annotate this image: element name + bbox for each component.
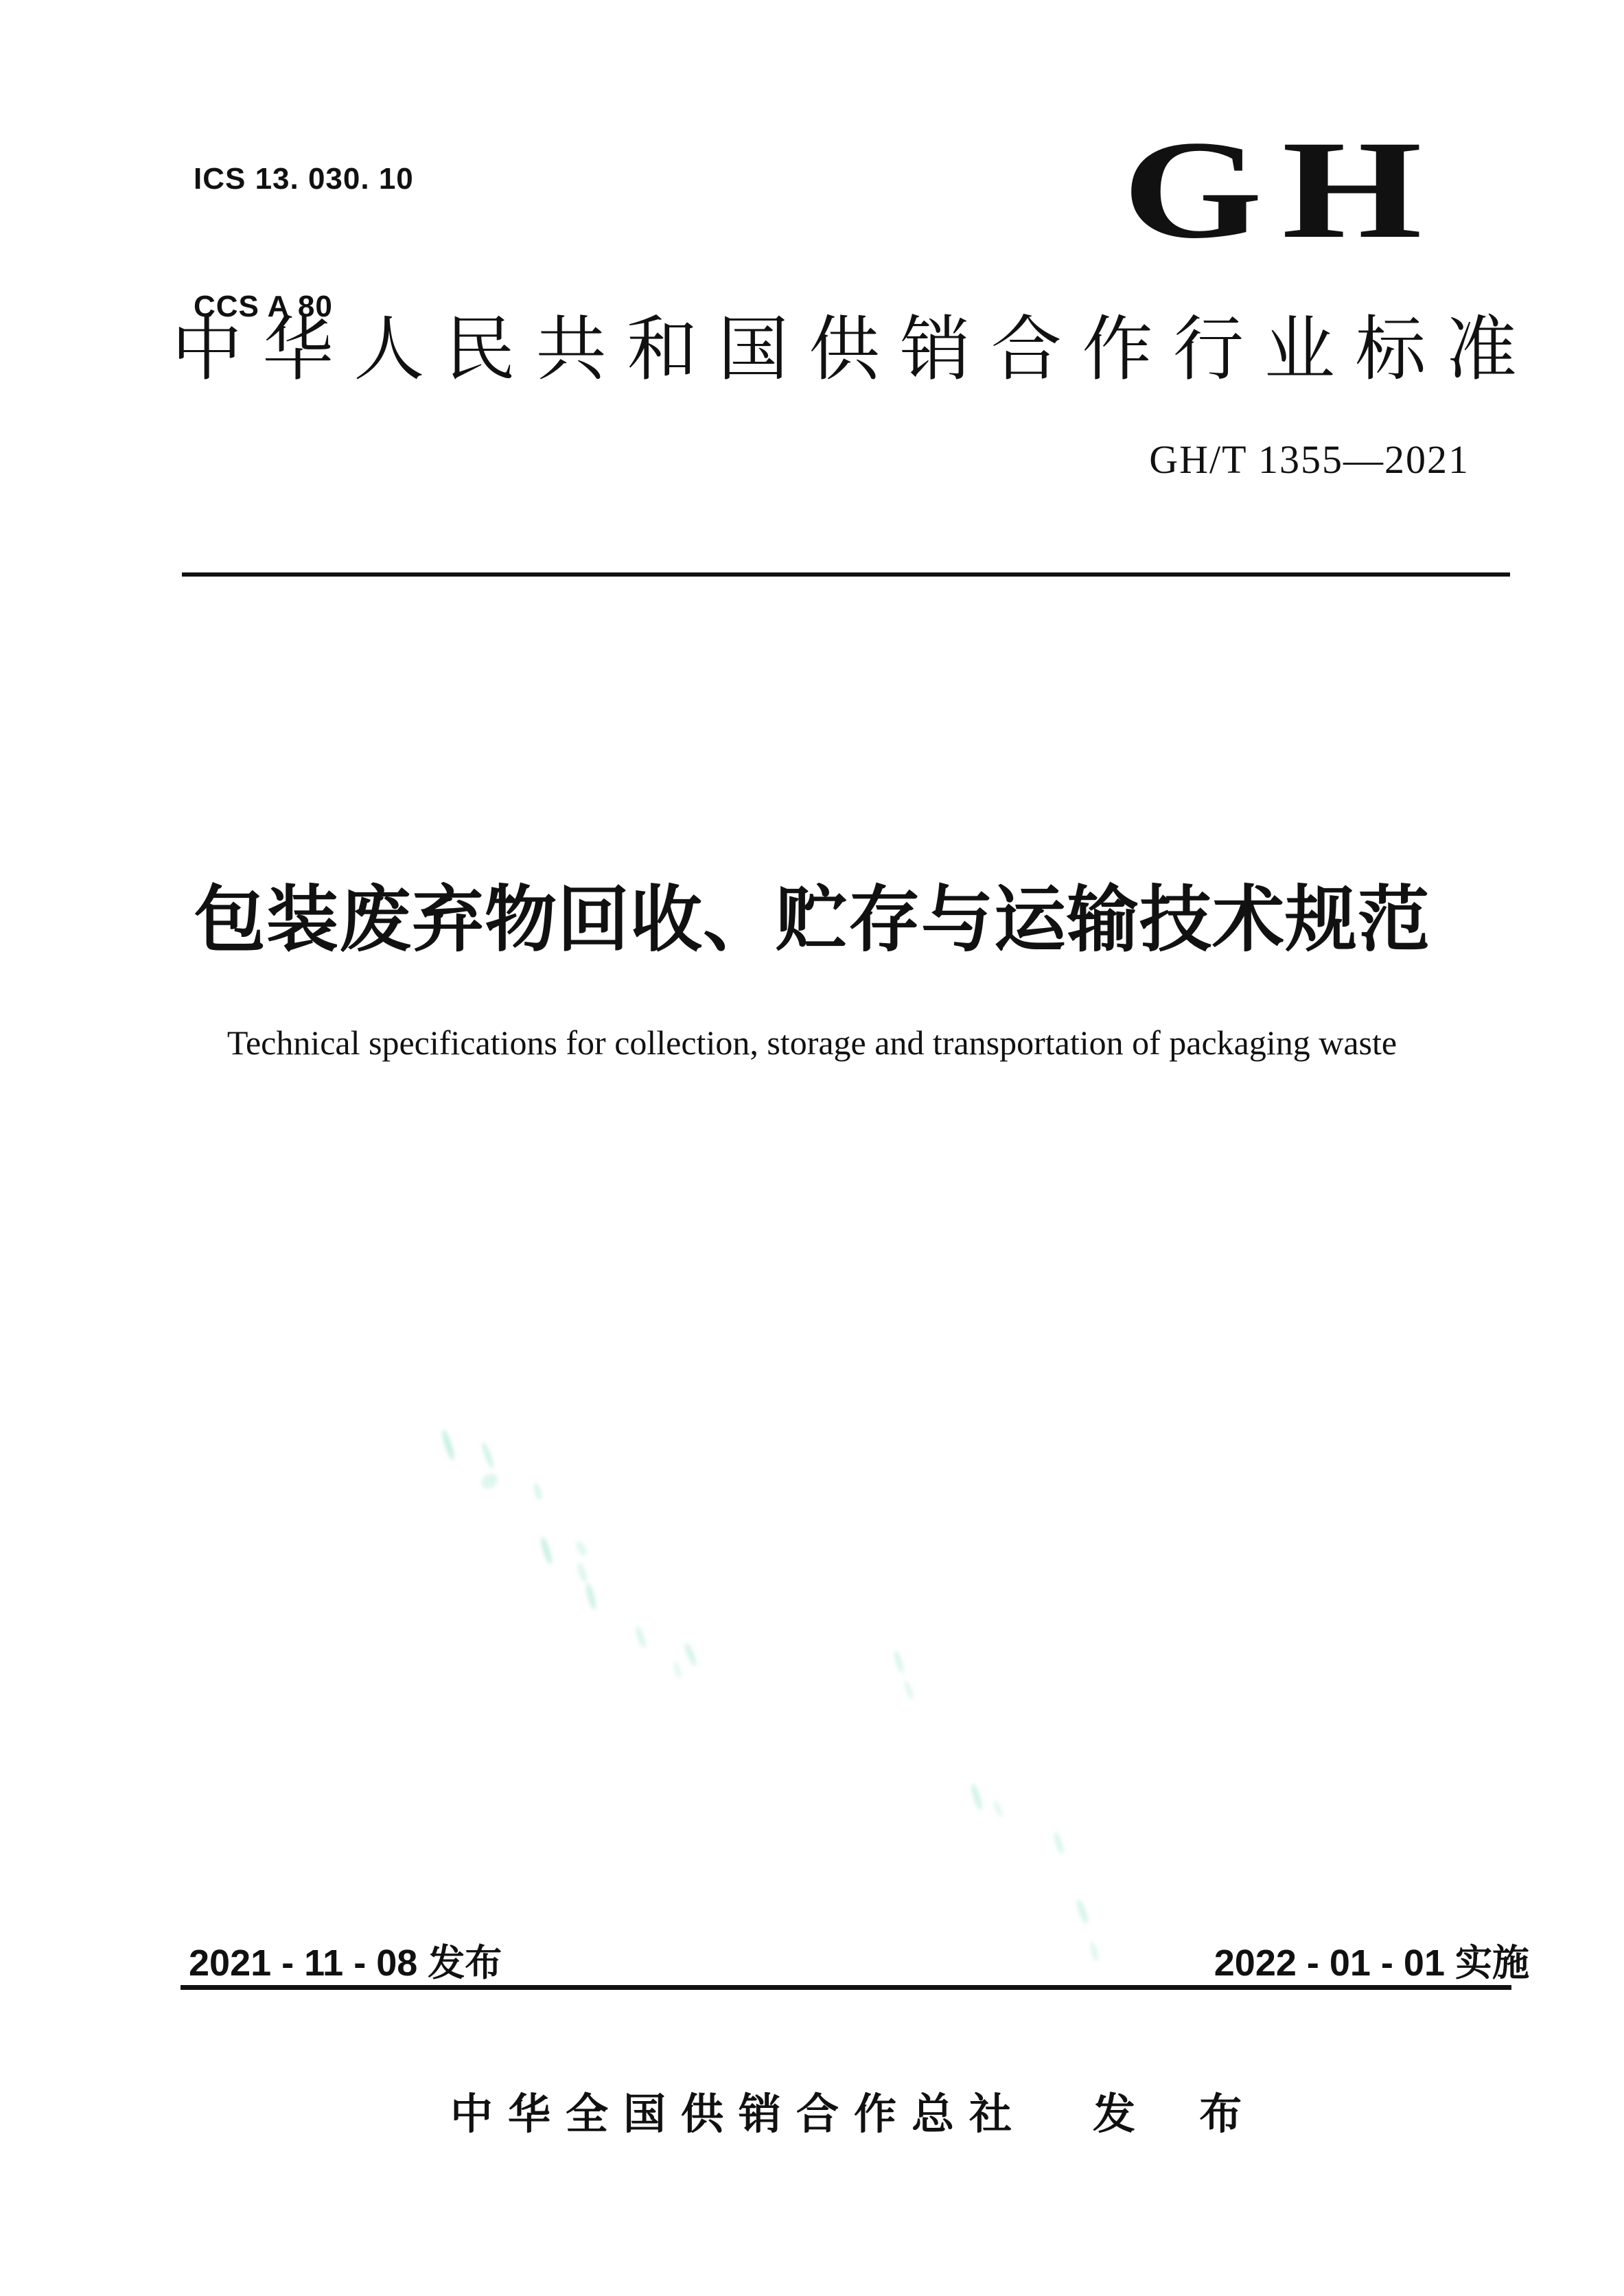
standard-type-char: 华 — [262, 310, 334, 389]
standard-type-char: 中 — [172, 310, 242, 389]
watermark-mark — [892, 1649, 905, 1673]
standard-number: GH/T 1355—2021 — [1149, 437, 1470, 482]
watermark-mark — [1052, 1831, 1065, 1855]
watermark-mark — [576, 1562, 589, 1584]
watermark-mark — [683, 1641, 699, 1667]
watermark-mark — [574, 1540, 588, 1558]
watermark-mark — [539, 1535, 554, 1565]
header-rule — [182, 572, 1510, 577]
watermark-mark — [533, 1482, 543, 1500]
footer-rule — [181, 1985, 1511, 1990]
standard-type-char: 国 — [717, 310, 789, 389]
standard-type-title — [172, 309, 1517, 390]
standard-type-char: 销 — [900, 310, 971, 389]
publisher-row — [450, 2091, 1268, 2139]
gh-logo: GH — [1122, 112, 1441, 268]
watermark-mark — [480, 1441, 495, 1470]
standard-type-char: 业 — [1264, 310, 1335, 389]
watermark-mark — [1075, 1898, 1090, 1925]
dates-row — [189, 1943, 1529, 1984]
watermark-mark — [673, 1660, 682, 1679]
standard-type-char: 人 — [353, 310, 425, 389]
watermark-mark — [969, 1783, 984, 1811]
standard-type-char: 标 — [1355, 310, 1426, 389]
document-title-zh: 包装废弃物回收、贮存与运输技术规范 — [193, 880, 1430, 960]
watermark-mark — [634, 1625, 647, 1649]
ics-code: ICS 13. 030. 10 — [194, 162, 414, 196]
standard-type-char: 合 — [990, 310, 1062, 389]
watermark-mark — [478, 1470, 501, 1492]
standard-type-char: 共 — [535, 310, 607, 389]
publisher-name: 中华全国供销合作总社 — [450, 2091, 1028, 2138]
standard-type-char: 作 — [1082, 310, 1153, 389]
watermark-mark — [992, 1800, 1004, 1818]
standard-type-char: 供 — [809, 310, 880, 389]
watermark-mark — [903, 1680, 914, 1700]
implementation-date: 2022 - 01 - 01 实施 — [1214, 1943, 1529, 1984]
publish-action: 发 布 — [1093, 2091, 1268, 2138]
watermark-mark — [440, 1429, 456, 1461]
standard-type-char: 行 — [1173, 310, 1244, 389]
issue-date: 2021 - 11 - 08 发布 — [189, 1943, 502, 1984]
standard-type-char: 和 — [627, 310, 698, 389]
ccs-code: CCS A 80 — [194, 290, 333, 323]
standard-type-char: 准 — [1446, 310, 1517, 389]
standard-type-char: 民 — [444, 310, 515, 389]
watermark-mark — [584, 1582, 598, 1610]
document-title-en: Technical specifications for collection, storage and transportation of packaging waste — [227, 1023, 1397, 1062]
